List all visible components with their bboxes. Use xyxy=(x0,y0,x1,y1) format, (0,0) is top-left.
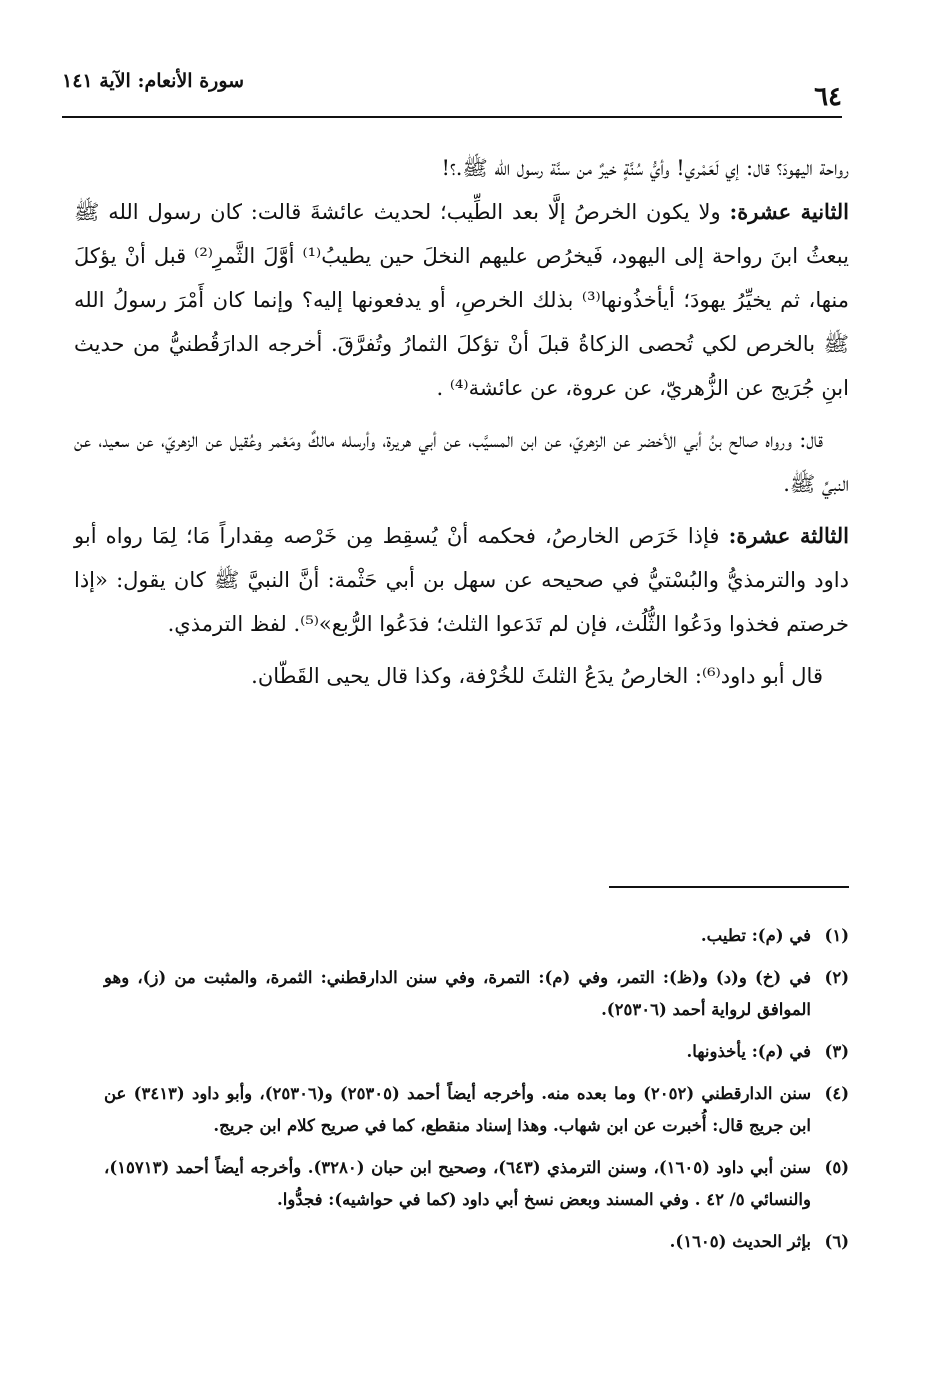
footnote-text: في (خ) و(د) و(ظ): التمر، وفي (م): التمرة، وفي سنن الدارقطني: الثمرة، والمثبت من (ز)، وهو الموافق لرواية أحمد (٢٥٣٠٦). xyxy=(104,968,811,1019)
footnote-number: (٤) xyxy=(824,1084,849,1103)
footnote-text: سنن أبي داود (١٦٠٥)، وسنن الترمذي (٦٤٣)، وصحيح ابن حبان (٣٢٨٠). وأخرجه أيضاً أحمد (١٥٧١٣)، والنسائي ٥/ ٤٢ . وفي المسند وبعض نسخ أبي داود (كما في حواشيه): فجدُّوا. xyxy=(104,1158,811,1209)
paragraph-abu-dawud: قال أبو داود⁽⁶⁾: الخارصُ يدَعُ الثلثَ للخُرْفة، وكذا قال يحيى القَطّان. xyxy=(251,664,823,688)
footnote-text: في (م): يأخذونها. xyxy=(686,1042,811,1061)
paragraph-twelfth-text: ولا يكون الخرصُ إلَّا بعد الطِّيب؛ لحديث عائشةَ قالت: كان رسول الله ﷺ يبعثُ ابنَ رواحة إلى اليهود، فَيخرُص عليهم النخلَ حين يطيبُ⁽¹⁾ أوَّلَ الثَّمرِ⁽²⁾ قبل أنْ يؤكلَ منها، ثم يخيِّرُ يهودَ؛ أيأخذُونها⁽³⁾ بذلك الخرصِ، أو يدفعونها إليه؟ وإنما كان أَمْرَ رسولُ الله ﷺ بالخرص لكي تُحصى الزكاةُ قبلَ أنْ تؤكلَ الثمارُ وتُفرَّقَ. أخرجه الدارَقُطنيُّ من حديث ابنِ جُرَيج عن الزُّهريّ، عن عروة، عن عائشة⁽⁴⁾ . xyxy=(74,200,849,400)
paragraph-narration: قال: ورواه صالح بنُ أبي الأخضر عن الزهريّ، عن ابن المسيَّب، عن أبي هريرة، وأرسله مالكٌ ومَعْمر وعُقيل عن الزهريّ، عن سعيد، عن النبيِّ ﷺ. xyxy=(74,428,849,496)
paragraph-continuation: رواحة اليهودَ؟ قال: إي لَعَمْري! وأيُّ سُنَّةٍ خيرٌ من سنَّة رسول الله ﷺ.؟! xyxy=(441,156,849,180)
footnote-number: (١) xyxy=(824,926,849,945)
paragraph-twelfth xyxy=(74,190,849,410)
running-head: سورة الأنعام: الآية ١٤١ xyxy=(62,70,245,92)
footnote-number: (٢) xyxy=(824,968,849,987)
footnote-number: (٥) xyxy=(824,1158,849,1177)
footnotes xyxy=(104,920,849,1268)
footnote-number: (٦) xyxy=(824,1232,849,1251)
header-rule xyxy=(62,116,842,118)
footnote-item xyxy=(104,962,849,1026)
footnote-text: سنن الدارقطني (٢٠٥٢) وما بعده منه. وأخرجه أيضاً أحمد (٢٥٣٠٥) و(٢٥٣٠٦)، وأبو داود (٣٤١٣) عن ابن جريج قال: أُخبرت عن ابن شهاب. وهذا إسناد منقطع، كما في صريح كلام ابن جريج. xyxy=(104,1084,812,1135)
section-heading-twelfth: الثانية عشرة: xyxy=(729,199,850,224)
main-text xyxy=(74,146,849,706)
section-heading-thirteenth: الثالثة عشرة: xyxy=(728,523,849,548)
footnote-item xyxy=(104,1036,849,1068)
footnote-item xyxy=(104,920,849,952)
paragraph-thirteenth xyxy=(74,514,849,646)
footnote-item xyxy=(104,1078,849,1142)
paragraph-thirteenth-text: فإذا خَرَص الخارصُ، فحكمه أنْ يُسقِط مِن خَرْصه مِقداراً مَا؛ لِمَا رواه أبو داود والترمذيُّ والبُسْتيُّ في صحيحه عن سهل بن أبي حَثْمة: أنَّ النبيَّ ﷺ كان يقول: «إذا خرصتم فخذوا ودَعُوا الثُّلُث، فإن لم تَدَعوا الثلث؛ فدَعُوا الرُّبع»⁽⁵⁾. لفظ الترمذي. xyxy=(74,524,849,636)
footnote-text: في (م): تطيب. xyxy=(700,926,811,945)
footnote-item xyxy=(104,1152,849,1216)
page-header xyxy=(62,68,842,118)
page-number: ٦٤ xyxy=(814,82,842,112)
footnote-item xyxy=(104,1226,849,1258)
footnote-separator xyxy=(609,886,849,888)
footnote-number: (٣) xyxy=(824,1042,849,1061)
footnote-text: بإثر الحديث (١٦٠٥). xyxy=(669,1232,811,1251)
